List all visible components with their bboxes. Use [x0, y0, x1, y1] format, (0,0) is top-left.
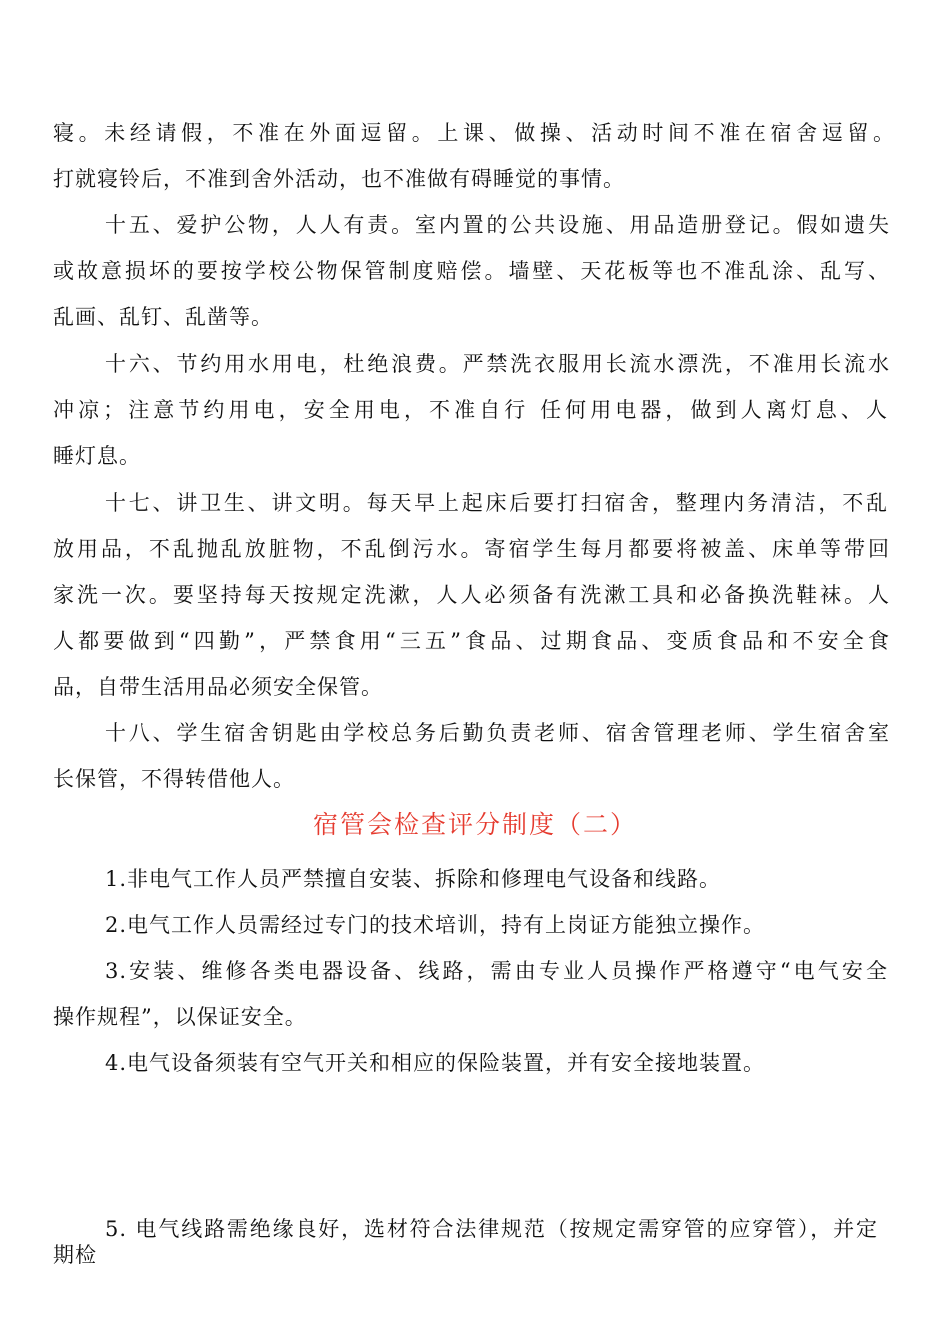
paragraph-line: 家洗一次。要坚持每天按规定洗漱，人人必须备有洗漱工具和必备换洗鞋袜。人 — [53, 583, 890, 607]
paragraph-line: 十五、爱护公物，人人有责。室内置的公共设施、用品造册登记。假如遗失 — [105, 213, 890, 237]
list-item: 3.安装、维修各类电器设备、线路，需由专业人员操作严格遵守“电气安全 — [105, 959, 888, 983]
paragraph-line: 品，自带生活用品必须安全保管。 — [53, 675, 383, 699]
paragraph-line: 冲凉；注意节约用电，安全用电，不准自行 任何用电器，做到人离灯息、人 — [53, 398, 888, 422]
paragraph-line: 乱画、乱钉、乱凿等。 — [53, 305, 273, 329]
paragraph-line: 长保管，不得转借他人。 — [53, 767, 295, 791]
list-item: 5. 电气线路需绝缘良好，选材符合法律规范（按规定需穿管的应穿管），并定 — [105, 1217, 878, 1241]
paragraph-line: 人都要做到“四勤”，严禁食用“三五”食品、过期食品、变质食品和不安全食 — [53, 629, 890, 653]
paragraph-line: 十六、节约用水用电，杜绝浪费。严禁洗衣服用长流水漂洗，不准用长流水 — [105, 352, 890, 376]
paragraph-line: 或故意损坏的要按学校公物保管制度赔偿。墙壁、天花板等也不准乱涂、乱写、 — [53, 259, 890, 283]
list-item: 操作规程”，以保证安全。 — [53, 1005, 307, 1029]
list-item: 2.电气工作人员需经过专门的技术培训，持有上岗证方能独立操作。 — [105, 913, 766, 937]
section-title: 宿管会检查评分制度（二） — [312, 810, 637, 839]
paragraph-line: 十七、讲卫生、讲文明。每天早上起床后要打扫宿舍，整理内务清洁，不乱 — [105, 491, 888, 515]
paragraph-line: 打就寝铃后，不准到舍外活动，也不准做有碍睡觉的事情。 — [53, 167, 625, 191]
paragraph-line: 睡灯息。 — [53, 444, 141, 468]
list-item: 期检 — [53, 1243, 97, 1267]
paragraph-line: 十八、学生宿舍钥匙由学校总务后勤负责老师、宿舍管理老师、学生宿舍室 — [105, 721, 890, 745]
list-item: 1.非电气工作人员严禁擅自安装、拆除和修理电气设备和线路。 — [105, 867, 722, 891]
paragraph-line: 放用品，不乱抛乱放脏物，不乱倒污水。寄宿学生每月都要将被盖、床单等带回 — [53, 537, 890, 561]
list-item: 4.电气设备须装有空气开关和相应的保险装置，并有安全接地装置。 — [105, 1051, 766, 1075]
paragraph-line: 寝。未经请假，不准在外面逗留。上课、做操、活动时间不准在宿舍逗留。 — [53, 121, 895, 145]
